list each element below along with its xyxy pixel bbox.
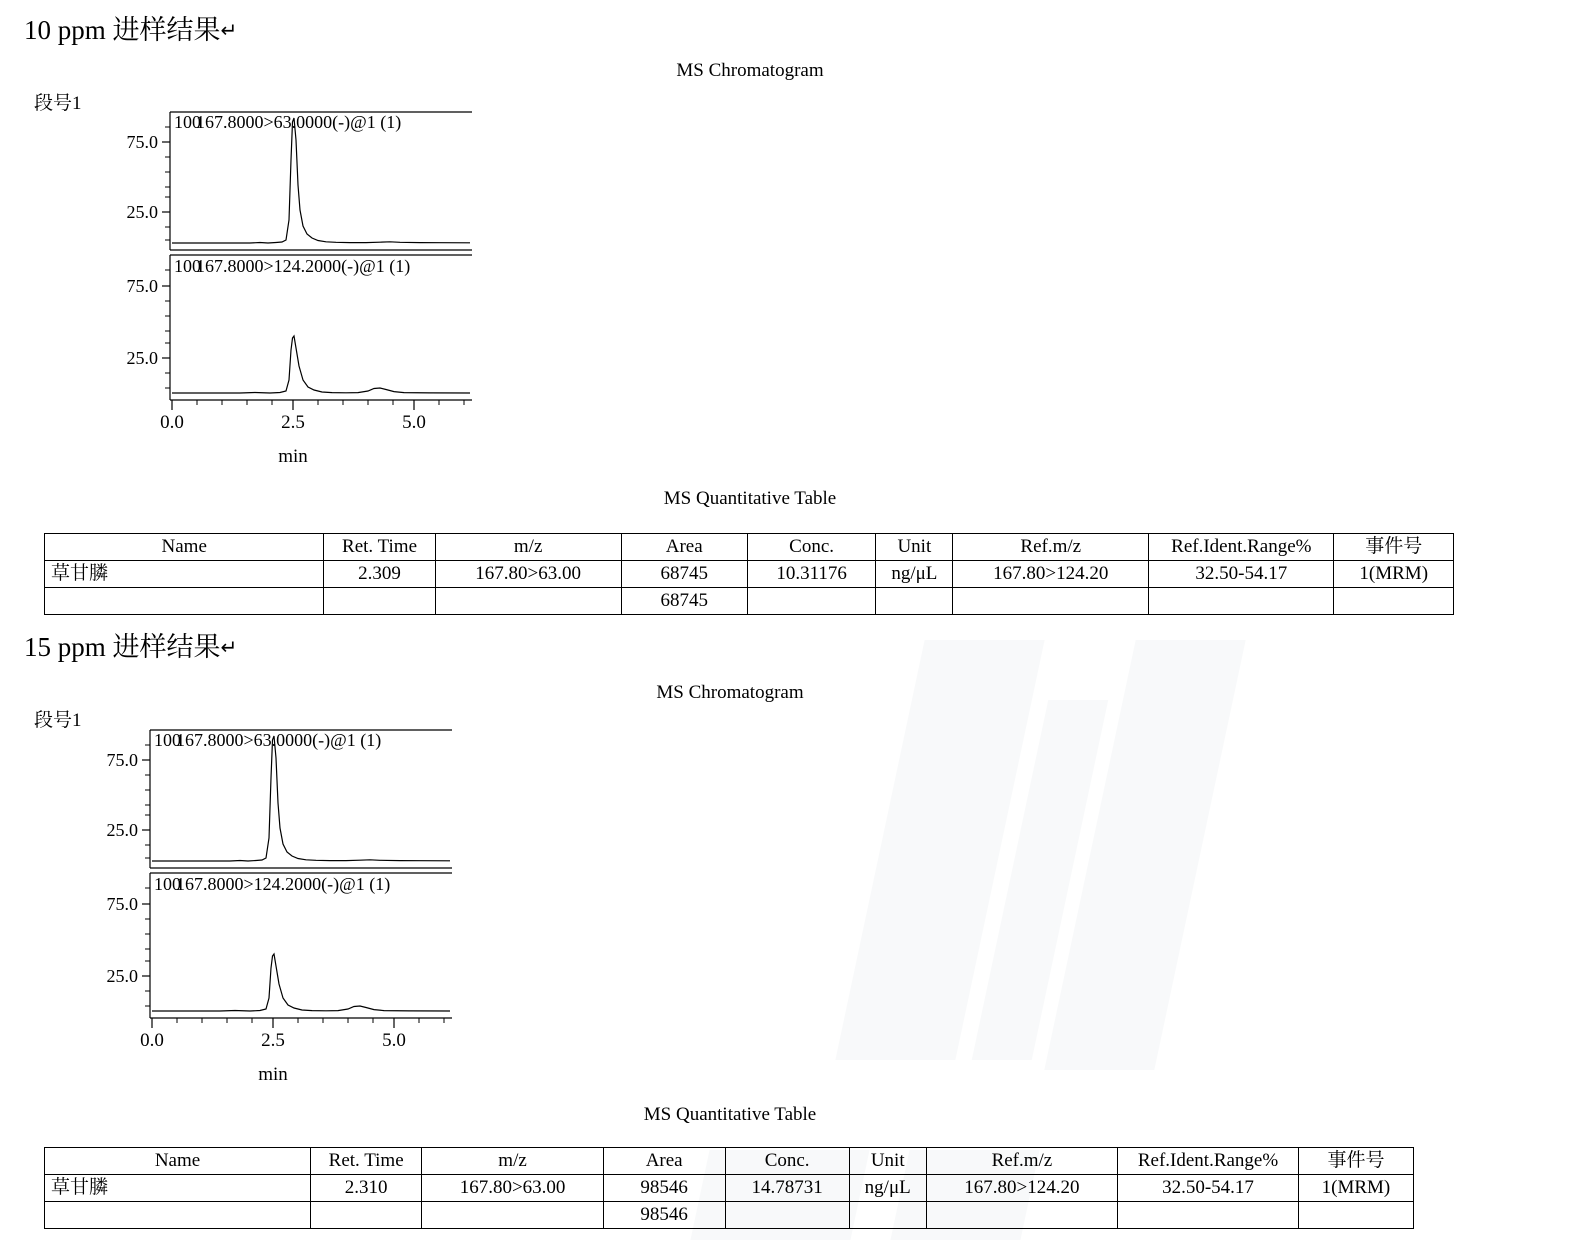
quant-table-1 xyxy=(44,533,1454,615)
chromatogram-plot-2 xyxy=(80,718,500,1103)
table-row xyxy=(45,1202,1414,1229)
col-header-area: Area xyxy=(621,534,747,561)
col-header-ret-time: Ret. Time xyxy=(324,534,435,561)
cell-event-no xyxy=(1334,588,1454,615)
svg-text:75.0: 75.0 xyxy=(106,750,138,770)
svg-text:5.0: 5.0 xyxy=(402,412,426,433)
col-header-name: Name xyxy=(45,534,324,561)
table-header-row xyxy=(45,1148,1414,1175)
col-header-ref-mz: Ref.m/z xyxy=(926,1148,1117,1175)
svg-text:2.5: 2.5 xyxy=(261,1030,285,1051)
cell-mz: 167.80>63.00 xyxy=(422,1175,604,1202)
ms-chromatogram-title-1: MS Chromatogram xyxy=(676,60,824,81)
cell-event-no: 1(MRM) xyxy=(1298,1175,1413,1202)
cell-ret-time: 2.310 xyxy=(311,1175,422,1202)
svg-text:25.0: 25.0 xyxy=(126,348,158,368)
cell-area: 68745 xyxy=(621,561,747,588)
col-header-mz: m/z xyxy=(435,534,621,561)
cell-conc: 10.31176 xyxy=(747,561,876,588)
watermark-stripe-3 xyxy=(1044,640,1245,1070)
svg-text:167.8000>124.2000(-)@1 (1): 167.8000>124.2000(-)@1 (1) xyxy=(196,256,411,276)
cell-ref-ident-range: 32.50-54.17 xyxy=(1118,1175,1299,1202)
col-header-conc: Conc. xyxy=(747,534,876,561)
svg-text:167.8000>63.0000(-)@1 (1): 167.8000>63.0000(-)@1 (1) xyxy=(196,112,402,132)
svg-text:25.0: 25.0 xyxy=(126,202,158,222)
cell-area: 98546 xyxy=(603,1175,725,1202)
col-header-ret-time: Ret. Time xyxy=(311,1148,422,1175)
col-header-mz: m/z xyxy=(422,1148,604,1175)
svg-text:2.5: 2.5 xyxy=(281,412,305,433)
cell-name xyxy=(45,1202,311,1229)
col-header-unit: Unit xyxy=(849,1148,926,1175)
heading-text: 10 ppm 进样结果 xyxy=(24,15,221,45)
cell-unit xyxy=(876,588,953,615)
heading-text: 15 ppm 进样结果 xyxy=(24,632,221,662)
svg-text:min: min xyxy=(258,1064,288,1085)
svg-text:5.0: 5.0 xyxy=(382,1030,406,1051)
cell-ref-ident-range xyxy=(1118,1202,1299,1229)
col-header-unit: Unit xyxy=(876,534,953,561)
cell-conc: 14.78731 xyxy=(725,1175,849,1202)
cell-ref-ident-range: 32.50-54.17 xyxy=(1149,561,1334,588)
chromatogram-svg-2 xyxy=(80,718,500,1098)
cell-name: 草甘膦 xyxy=(45,1175,311,1202)
ms-quantitative-title-2: MS Quantitative Table xyxy=(643,1104,817,1125)
chromatogram-svg-1 xyxy=(100,100,520,480)
svg-text:0.0: 0.0 xyxy=(140,1030,164,1051)
table-row xyxy=(45,588,1454,615)
cell-area-total: 98546 xyxy=(603,1202,725,1229)
svg-text:min: min xyxy=(278,446,308,467)
cell-mz: 167.80>63.00 xyxy=(435,561,621,588)
cell-conc xyxy=(725,1202,849,1229)
cell-mz xyxy=(435,588,621,615)
table-header-row xyxy=(45,534,1454,561)
svg-text:100: 100 xyxy=(174,256,201,276)
col-header-conc: Conc. xyxy=(725,1148,849,1175)
cell-event-no: 1(MRM) xyxy=(1334,561,1454,588)
col-header-ref-ident-range: Ref.Ident.Range% xyxy=(1149,534,1334,561)
pilcrow-mark: ↵ xyxy=(220,20,238,42)
watermark-stripe-2 xyxy=(972,700,1109,1060)
page-title-15ppm xyxy=(24,625,237,664)
col-header-event-no: 事件号 xyxy=(1334,534,1454,561)
col-header-ref-mz: Ref.m/z xyxy=(953,534,1149,561)
table-row xyxy=(45,1175,1414,1202)
cell-ret-time: 2.309 xyxy=(324,561,435,588)
cell-ret-time xyxy=(311,1202,422,1229)
cell-event-no xyxy=(1298,1202,1413,1229)
cell-area-total: 68745 xyxy=(621,588,747,615)
segment-label-1: 段号1 xyxy=(34,93,82,114)
table-row xyxy=(45,561,1454,588)
page-title-10ppm xyxy=(24,8,237,47)
cell-ref-mz: 167.80>124.20 xyxy=(926,1175,1117,1202)
col-header-name: Name xyxy=(45,1148,311,1175)
cell-ref-mz xyxy=(953,588,1149,615)
cell-ref-mz xyxy=(926,1202,1117,1229)
cell-conc xyxy=(747,588,876,615)
svg-text:167.8000>124.2000(-)@1 (1): 167.8000>124.2000(-)@1 (1) xyxy=(176,874,391,894)
cell-ref-ident-range xyxy=(1149,588,1334,615)
col-header-event-no: 事件号 xyxy=(1298,1148,1413,1175)
svg-text:75.0: 75.0 xyxy=(126,276,158,296)
chromatogram-plot-1 xyxy=(100,100,520,485)
ms-quantitative-title-1: MS Quantitative Table xyxy=(663,488,837,509)
segment-label-2: 段号1 xyxy=(34,710,82,731)
svg-text:100: 100 xyxy=(174,112,201,132)
svg-text:75.0: 75.0 xyxy=(106,894,138,914)
svg-text:0.0: 0.0 xyxy=(160,412,184,433)
pilcrow-mark: ↵ xyxy=(220,637,238,659)
svg-text:25.0: 25.0 xyxy=(106,966,138,986)
cell-mz xyxy=(422,1202,604,1229)
cell-name xyxy=(45,588,324,615)
svg-text:167.8000>63.0000(-)@1 (1): 167.8000>63.0000(-)@1 (1) xyxy=(176,730,382,750)
col-header-area: Area xyxy=(603,1148,725,1175)
cell-ref-mz: 167.80>124.20 xyxy=(953,561,1149,588)
cell-unit: ng/μL xyxy=(849,1175,926,1202)
svg-text:100: 100 xyxy=(154,730,181,750)
quant-table-2 xyxy=(44,1147,1414,1229)
cell-unit: ng/μL xyxy=(876,561,953,588)
ms-chromatogram-title-2: MS Chromatogram xyxy=(656,682,804,703)
col-header-ref-ident-range: Ref.Ident.Range% xyxy=(1118,1148,1299,1175)
cell-name: 草甘膦 xyxy=(45,561,324,588)
svg-text:100: 100 xyxy=(154,874,181,894)
svg-text:25.0: 25.0 xyxy=(106,820,138,840)
cell-unit xyxy=(849,1202,926,1229)
cell-ret-time xyxy=(324,588,435,615)
svg-text:75.0: 75.0 xyxy=(126,132,158,152)
